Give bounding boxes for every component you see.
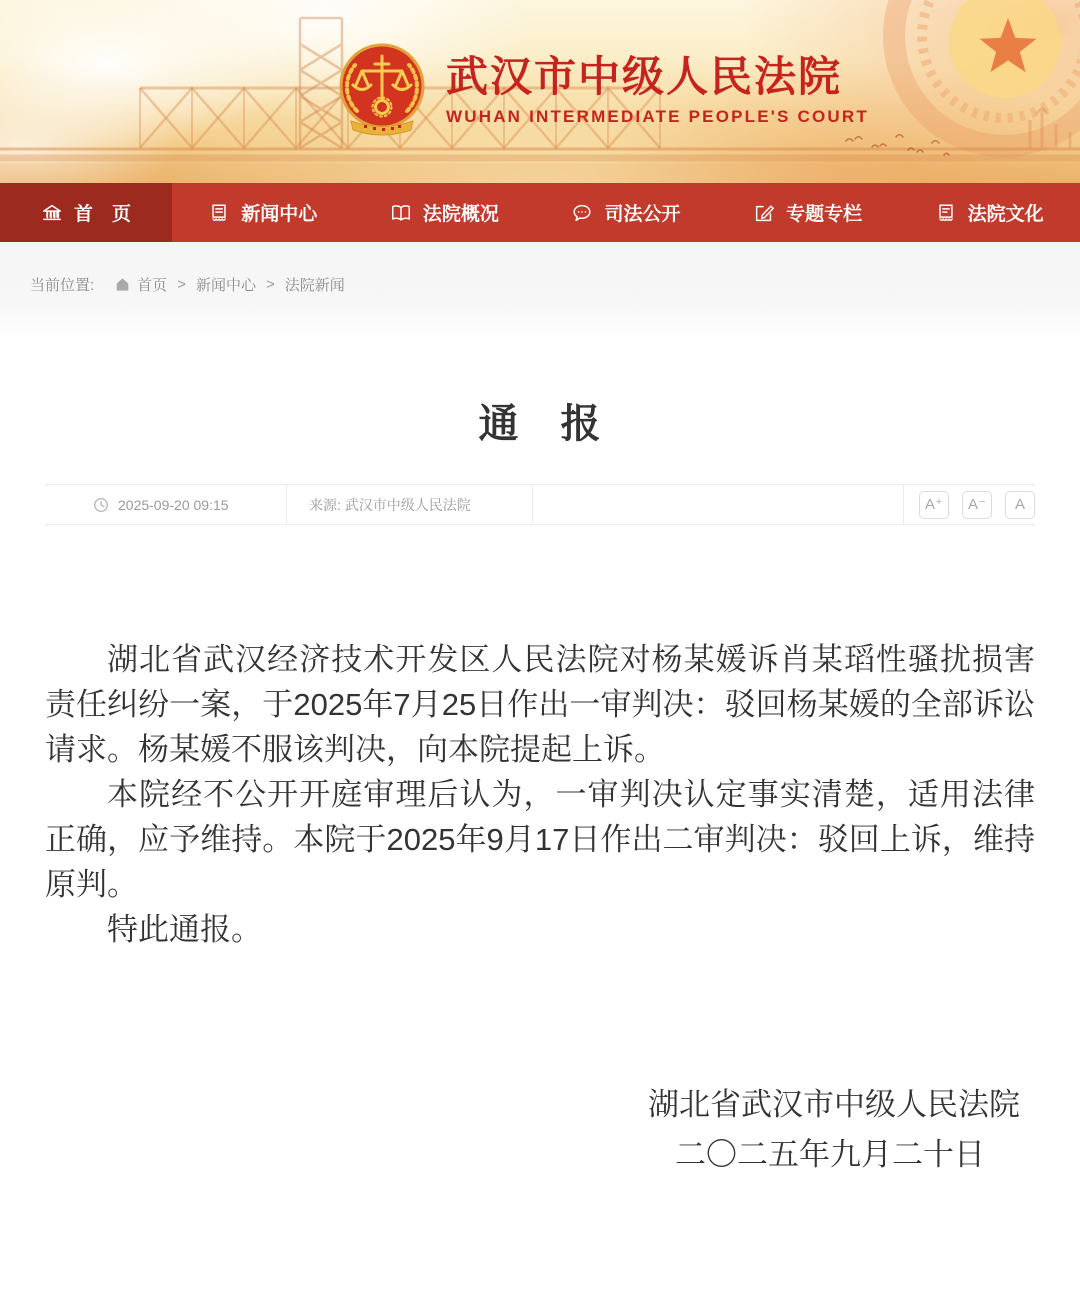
speech-bubble-icon bbox=[571, 202, 593, 224]
court-emblem-icon bbox=[336, 40, 428, 140]
signature-court-name: 湖北省武汉市中级人民法院 bbox=[648, 1087, 1020, 1122]
nav-item-court-overview[interactable] bbox=[354, 183, 536, 242]
breadcrumb bbox=[0, 242, 1080, 295]
nav-item-label: 司法公开 bbox=[604, 204, 681, 225]
breadcrumb-separator: > bbox=[177, 276, 186, 293]
main-nav bbox=[0, 183, 1080, 242]
article-source bbox=[287, 485, 533, 524]
site-brand[interactable] bbox=[336, 40, 869, 140]
nav-item-label: 法院文化 bbox=[967, 204, 1044, 225]
site-subtitle: WUHAN INTERMEDIATE PEOPLE'S COURT bbox=[446, 106, 869, 126]
font-reset-button[interactable]: A bbox=[1005, 491, 1035, 519]
home-bank-icon bbox=[41, 202, 63, 224]
paragraph: 特此通报。 bbox=[107, 912, 262, 947]
nav-item-court-culture[interactable] bbox=[898, 183, 1080, 242]
nav-item-judicial-openness[interactable] bbox=[535, 183, 717, 242]
breadcrumb-link-news-center[interactable]: 新闻中心 bbox=[195, 277, 256, 294]
publish-time bbox=[45, 485, 287, 524]
nav-item-special-columns[interactable] bbox=[717, 183, 899, 242]
banner bbox=[0, 0, 1080, 183]
breadcrumb-separator: > bbox=[265, 276, 275, 293]
home-icon bbox=[115, 277, 130, 292]
article-meta-bar bbox=[45, 484, 1035, 525]
ghost-emblem bbox=[894, 0, 1080, 146]
signature-date: 二〇二五年九月二十日 bbox=[675, 1137, 985, 1172]
breadcrumb-link-court-news[interactable]: 法院新闻 bbox=[284, 277, 345, 294]
site-title: 武汉市中级人民法院 bbox=[446, 53, 843, 101]
nav-item-home[interactable] bbox=[0, 183, 172, 242]
open-book-icon bbox=[390, 202, 412, 224]
font-size-controls bbox=[904, 485, 1035, 524]
clock-icon bbox=[93, 497, 109, 513]
article-title: 通 报 bbox=[478, 402, 602, 446]
signature-block bbox=[0, 1080, 1080, 1180]
culture-scroll-icon bbox=[935, 202, 957, 224]
article-source-text: 来源: 武汉市中级人民法院 bbox=[309, 496, 471, 513]
nav-item-news-center[interactable] bbox=[172, 183, 354, 242]
publish-time-text: 2025-09-20 09:15 bbox=[118, 496, 229, 513]
brand-text bbox=[446, 53, 869, 126]
article-body bbox=[45, 637, 1035, 952]
font-increase-button[interactable]: A⁺ bbox=[919, 491, 949, 519]
breadcrumb-prefix: 当前位置: bbox=[30, 277, 95, 294]
breadcrumb-link-home[interactable]: 首页 bbox=[137, 277, 168, 294]
nav-item-label: 法院概况 bbox=[422, 204, 499, 225]
nav-item-label: 首 页 bbox=[73, 204, 131, 225]
news-scroll-icon bbox=[208, 202, 230, 224]
paragraph: 本院经不公开开庭审理后认为，一审判决认定事实清楚，适用法律正确，应予维持。本院于2025年9月17日作出二审判决：驳回上诉，维持原判。 bbox=[45, 777, 1035, 902]
paragraph: 湖北省武汉经济技术开发区人民法院对杨某媛诉肖某瑫性骚扰损害责任纠纷一案，于2025年7月25日作出一审判决：驳回杨某媛的全部诉讼请求。杨某媛不服该判决，向本院提起上诉。 bbox=[45, 642, 1035, 767]
meta-spacer bbox=[533, 485, 904, 524]
nav-item-label: 新闻中心 bbox=[241, 204, 318, 225]
breadcrumb-zone bbox=[0, 242, 1080, 340]
nav-item-label: 专题专栏 bbox=[786, 204, 863, 225]
pen-edit-icon bbox=[753, 202, 775, 224]
article bbox=[0, 398, 1080, 1260]
font-decrease-button[interactable]: A⁻ bbox=[962, 491, 992, 519]
